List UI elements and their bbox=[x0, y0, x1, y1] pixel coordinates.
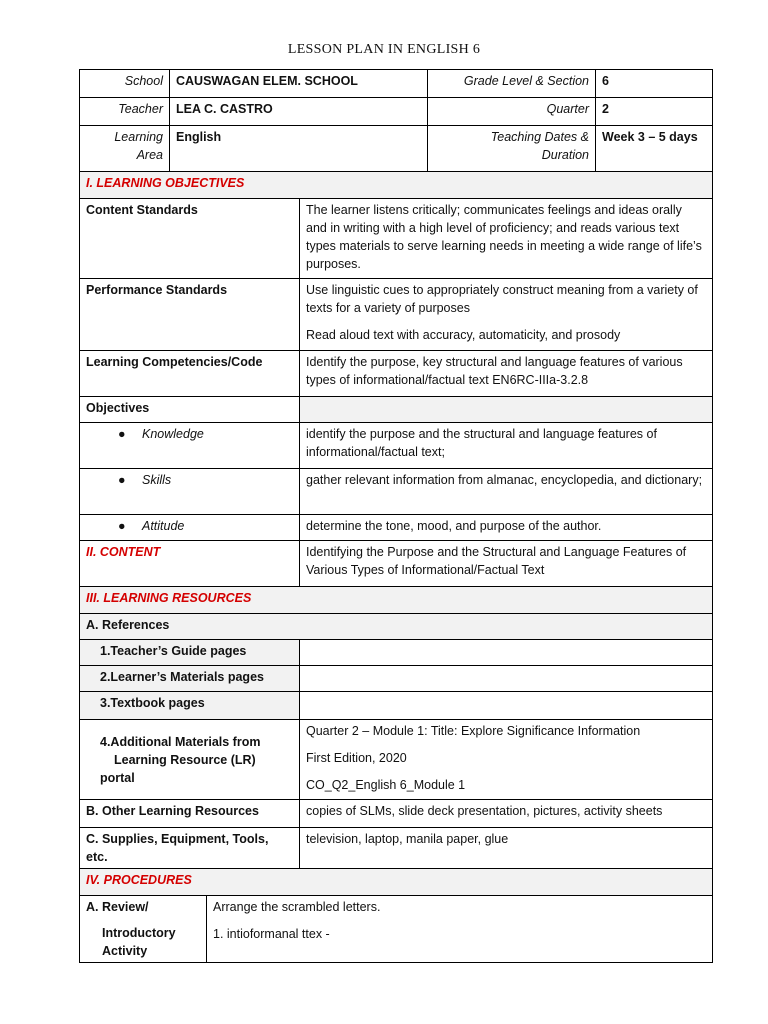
additional-label-line2: Learning Resource (LR) portal bbox=[100, 752, 256, 785]
performance-standard-2: Read aloud text with accuracy, automaticity, and prosody bbox=[306, 328, 621, 342]
performance-standards-label: Performance Standards bbox=[80, 279, 300, 351]
review-label bbox=[80, 896, 207, 963]
review-value bbox=[207, 896, 713, 963]
section-learning-resources: III. LEARNING RESOURCES bbox=[80, 587, 713, 614]
dates-label bbox=[428, 126, 596, 172]
review-instruction: Arrange the scrambled letters. bbox=[213, 900, 381, 914]
additional-material-3: CO_Q2_English 6_Module 1 bbox=[306, 778, 466, 792]
area-label-line1: Learning bbox=[114, 130, 163, 144]
grade-value: 6 bbox=[596, 70, 713, 98]
review-item-1: 1. intioformanal ttex - bbox=[213, 927, 330, 941]
objectives-value bbox=[300, 397, 713, 423]
teachers-guide-label: 1.Teacher’s Guide pages bbox=[80, 640, 300, 666]
document-title: LESSON PLAN IN ENGLISH 6 bbox=[287, 42, 481, 57]
supplies-label: C. Supplies, Equipment, Tools, etc. bbox=[80, 828, 300, 869]
attitude-label-text: Attitude bbox=[142, 519, 185, 533]
skills-label bbox=[80, 469, 300, 515]
attitude-label bbox=[80, 515, 300, 541]
additional-material-2: First Edition, 2020 bbox=[306, 751, 407, 765]
textbook-value bbox=[300, 692, 713, 720]
supplies-value: television, laptop, manila paper, glue bbox=[300, 828, 713, 869]
dates-label-line2: Duration bbox=[541, 148, 589, 162]
quarter-label: Quarter bbox=[428, 98, 596, 126]
additional-materials-value bbox=[300, 720, 713, 800]
area-value: English bbox=[170, 126, 428, 172]
teacher-value: LEA C. CASTRO bbox=[170, 98, 428, 126]
additional-material-1: Quarter 2 – Module 1: Title: Explore Significance Information bbox=[306, 724, 641, 738]
section-learning-objectives: I. LEARNING OBJECTIVES bbox=[80, 172, 713, 199]
section-content: II. CONTENT bbox=[80, 541, 300, 587]
bullet-icon: ● bbox=[118, 427, 126, 441]
procedures-table bbox=[79, 895, 713, 963]
school-value: CAUSWAGAN ELEM. SCHOOL bbox=[170, 70, 428, 98]
competencies-label: Learning Competencies/Code bbox=[80, 351, 300, 397]
competencies-value: Identify the purpose, key structural and language features of various types of informational/factual text EN6RC-IIIa-3.2.8 bbox=[300, 351, 713, 397]
knowledge-label-text: Knowledge bbox=[142, 427, 204, 441]
content-standards-value: The learner listens critically; communicates feelings and ideas orally and in writing with a high level of proficiency; and reads various text types materials to serve learning needs in meeting a wide range of life’s purposes. bbox=[300, 199, 713, 279]
attitude-value: determine the tone, mood, and purpose of the author. bbox=[300, 515, 713, 541]
additional-materials-label bbox=[80, 720, 300, 800]
additional-label-line1: 4.Additional Materials from bbox=[100, 734, 261, 749]
review-label-line2: Introductory bbox=[102, 926, 176, 940]
learners-materials-value bbox=[300, 666, 713, 692]
grade-label: Grade Level & Section bbox=[428, 70, 596, 98]
knowledge-label bbox=[80, 423, 300, 469]
textbook-label: 3.Textbook pages bbox=[80, 692, 300, 720]
area-label-line2: Area bbox=[136, 148, 163, 162]
performance-standard-1: Use linguistic cues to appropriately construct meaning from a variety of texts for a variety of purposes bbox=[306, 283, 698, 315]
review-label-line3: Activity bbox=[102, 944, 148, 958]
dates-label-line1: Teaching Dates & bbox=[490, 130, 589, 144]
content-value: Identifying the Purpose and the Structural and Language Features of Various Types of Informational/Factual Text bbox=[300, 541, 713, 587]
section-procedures: IV. PROCEDURES bbox=[80, 869, 713, 896]
school-label: School bbox=[80, 70, 170, 98]
teacher-label: Teacher bbox=[80, 98, 170, 126]
header-table bbox=[79, 69, 713, 172]
main-table bbox=[79, 171, 713, 896]
teachers-guide-value bbox=[300, 640, 713, 666]
bullet-icon: ● bbox=[118, 473, 126, 487]
quarter-value: 2 bbox=[596, 98, 713, 126]
area-label bbox=[80, 126, 170, 172]
skills-value: gather relevant information from almanac, encyclopedia, and dictionary; bbox=[300, 469, 713, 515]
learners-materials-label: 2.Learner’s Materials pages bbox=[80, 666, 300, 692]
content-standards-label: Content Standards bbox=[80, 199, 300, 279]
review-label-line1: A. Review/ bbox=[86, 900, 149, 914]
references-label: A. References bbox=[80, 614, 713, 640]
lesson-plan-form bbox=[79, 69, 712, 963]
dates-value: Week 3 – 5 days bbox=[596, 126, 713, 172]
bullet-icon: ● bbox=[118, 519, 126, 533]
objectives-label: Objectives bbox=[80, 397, 300, 423]
knowledge-value: identify the purpose and the structural and language features of informational/factual text; bbox=[300, 423, 713, 469]
skills-label-text: Skills bbox=[142, 473, 172, 487]
performance-standards-value bbox=[300, 279, 713, 351]
other-resources-label: B. Other Learning Resources bbox=[80, 800, 300, 828]
other-resources-value: copies of SLMs, slide deck presentation, pictures, activity sheets bbox=[300, 800, 713, 828]
